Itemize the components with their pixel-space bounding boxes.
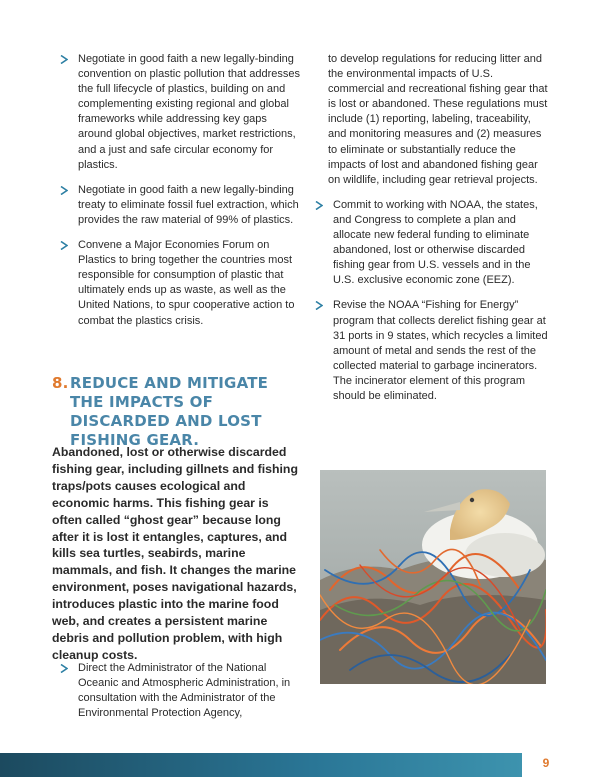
section-number: 8. [52, 374, 69, 392]
bullet-text: Revise the NOAA “Fishing for Energy” program that collects derelict fishing gear at 31 ports in 9 states, which recycles a limited amount of metal and sends the rest of the collected material to garbage incinerators. The incinerator element of this program should be eliminated. [333, 299, 548, 402]
list-item [60, 52, 300, 173]
left-bullet-list [60, 52, 300, 329]
left-bottom-bullet [60, 661, 300, 731]
chevron-right-icon [315, 201, 323, 210]
list-item [315, 198, 550, 289]
list-item [60, 183, 300, 228]
left-column [60, 52, 300, 339]
chevron-right-icon [60, 241, 68, 250]
bullet-text: Negotiate in good faith a new legally-binding treaty to eliminate fossil fuel extraction, which provides the raw material of 99% of plastics. [78, 183, 299, 226]
gannet-nesting-on-fishing-net-photo [320, 470, 546, 684]
bullet-text: Commit to working with NOAA, the states, and Congress to complete a plan and allocate new federal funding to eliminate abandoned, lost or otherwise discarded fishing gear from U.S. vessels and in the U.S. exclusive economic zone (EEZ). [333, 198, 538, 287]
list-item [60, 661, 300, 721]
bullet-text: Direct the Administrator of the National Oceanic and Atmospheric Administration, in consultation with the Administrator of the Environmental Protection Agency, [78, 662, 291, 720]
section-heading [52, 374, 302, 450]
section-title: REDUCE AND MITIGATE THE IMPACTS OF DISCARDED AND LOST FISHING GEAR. [70, 374, 269, 449]
footer-bar [0, 753, 522, 777]
chevron-right-icon [315, 301, 323, 310]
intro-paragraph: Abandoned, lost or otherwise discarded fishing gear, including gillnets and fishing traps/pots causes ecological and economic harms. This fishing gear is often called “ghost gear” because long after it is lost it entangles, captures, and kills sea turtles, seabirds, marine mammals, and fish. It changes the marine environment, poses navigational hazards, introduces plastic into the marine food web, and creates a persistent marine debris and pollution problem, with high cleanup costs. [52, 445, 298, 662]
section-heading-block [52, 374, 302, 450]
chevron-right-icon [60, 664, 68, 673]
continued-bullet-text: to develop regulations for reducing litter and the environmental impacts of U.S. commercial and recreational fishing gear that is lost or abandoned. These regulations must include (1) reporting, labeling, traceability, and monitoring measures and (2) measures to eliminate or substantially reduce the impacts of lost and abandoned fishing gear on wildlife, including gear retrieval projects. [328, 53, 548, 186]
right-column [315, 52, 550, 414]
list-item [60, 238, 300, 329]
left-bottom-list [60, 661, 300, 721]
chevron-right-icon [60, 55, 68, 64]
list-item [315, 298, 550, 404]
bullet-text: Negotiate in good faith a new legally-binding convention on plastic pollution that addresses the full lifecycle of plastics, building on and complementing existing regional and global frameworks while addressing key gaps around global objectives, market restrictions, and a just and safe circular economy for plastics. [78, 53, 300, 171]
photo-illustration [320, 470, 546, 684]
right-bullet-list [315, 198, 550, 404]
bullet-text: Convene a Major Economies Forum on Plastics to bring together the countries most responsible for consumption of plastic that ultimately ends up as waste, as well as the United Nations, to spur cooperative action to combat the plastics crisis. [78, 239, 295, 327]
page-number: 9 [542, 756, 550, 770]
chevron-right-icon [60, 186, 68, 195]
intro-block [52, 444, 300, 664]
